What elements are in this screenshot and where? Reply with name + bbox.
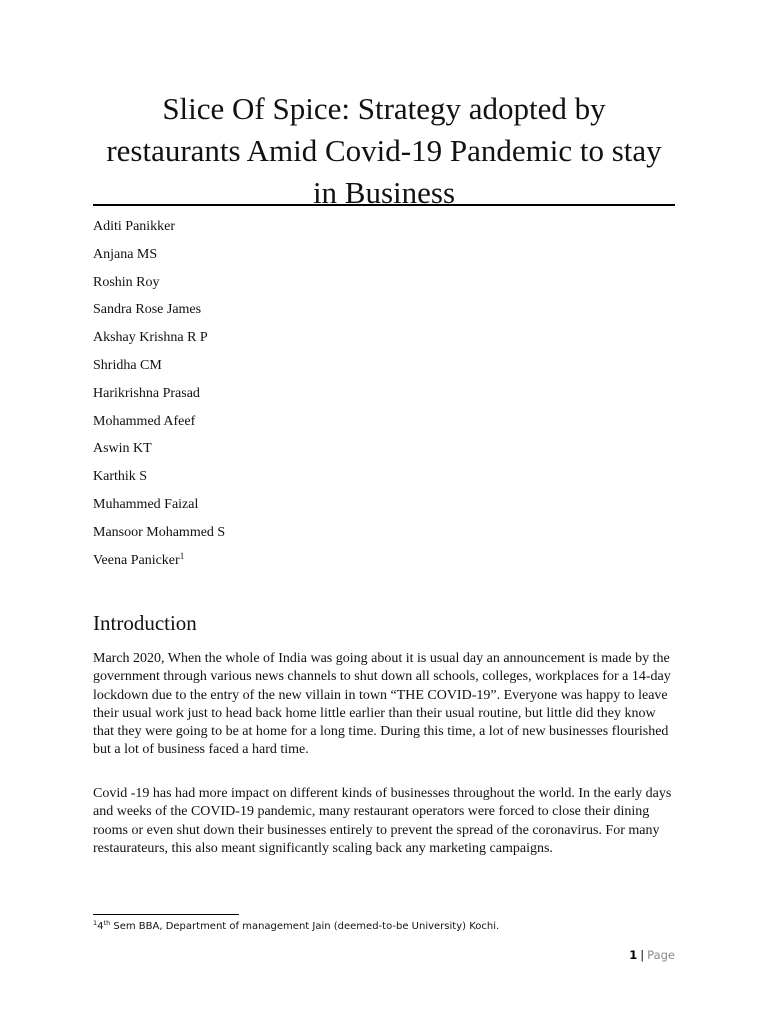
author-list [93,218,675,579]
page-footer [629,948,675,962]
author-name: Akshay Krishna R P [93,330,208,346]
title-underline [93,204,675,206]
footnote-separator [93,914,239,915]
page-separator: | [640,948,645,962]
author-name-last [93,552,675,580]
author-name: Aditi Panikker [93,219,176,234]
footnote-reference[interactable]: 1 [179,550,185,561]
author-name: Anjana MS [93,246,158,262]
author-name: Mohammed Afeef [93,413,196,429]
footnote-marker: 1 [93,919,98,927]
footnote-ordinal-suffix: th [103,919,111,927]
author-name: Roshin Roy [93,274,160,290]
author-name: Mansoor Mohammed S [93,524,226,540]
section-heading-introduction: Introduction [93,611,197,635]
author-name: Aswin KT [93,441,152,457]
page-number: 1 [629,948,638,962]
footnote [93,921,499,932]
intro-paragraph: March 2020, When the whole of India was going about it is usual day an announcement is made by the government through various news channels to shut down all schools, colleges, workplaces for a 14-day lockdown due to the entry of the new villain in town “THE COVID-19”. Everyone was happy to leave their usual work just to head back home little earlier than their usual routine, but little did they know that they were going to be at home for a long time. During this time, a lot of new businesses flourished but a lot of business faced a hard time. [93,651,671,758]
author-name: Harikrishna Prasad [93,385,200,401]
author-name: Sandra Rose James [93,302,202,318]
document-title: Slice Of Spice: Strategy adopted by restaurants Amid Covid-19 Pandemic to stay in Business [106,91,662,210]
footnote-ordinal: 4 [97,921,104,932]
footnote-text: Sem BBA, Department of management Jain (deemed-to-be University) Kochi. [110,921,500,932]
page-label: Page [647,948,675,962]
author-name-text: Veena Panicker [93,552,180,568]
author-name: Shridha CM [93,357,162,373]
intro-paragraph: Covid -19 has had more impact on different kinds of businesses throughout the world. In the early days and weeks of the COVID-19 pandemic, many restaurant operators were forced to close their dining rooms or even shut down their businesses entirely to prevent the spread of the coronavirus. For many restaurateurs, this also meant significantly scaling back any marketing campaigns. [93,786,672,856]
author-name: Muhammed Faizal [93,496,199,512]
author-name: Karthik S [93,469,148,485]
